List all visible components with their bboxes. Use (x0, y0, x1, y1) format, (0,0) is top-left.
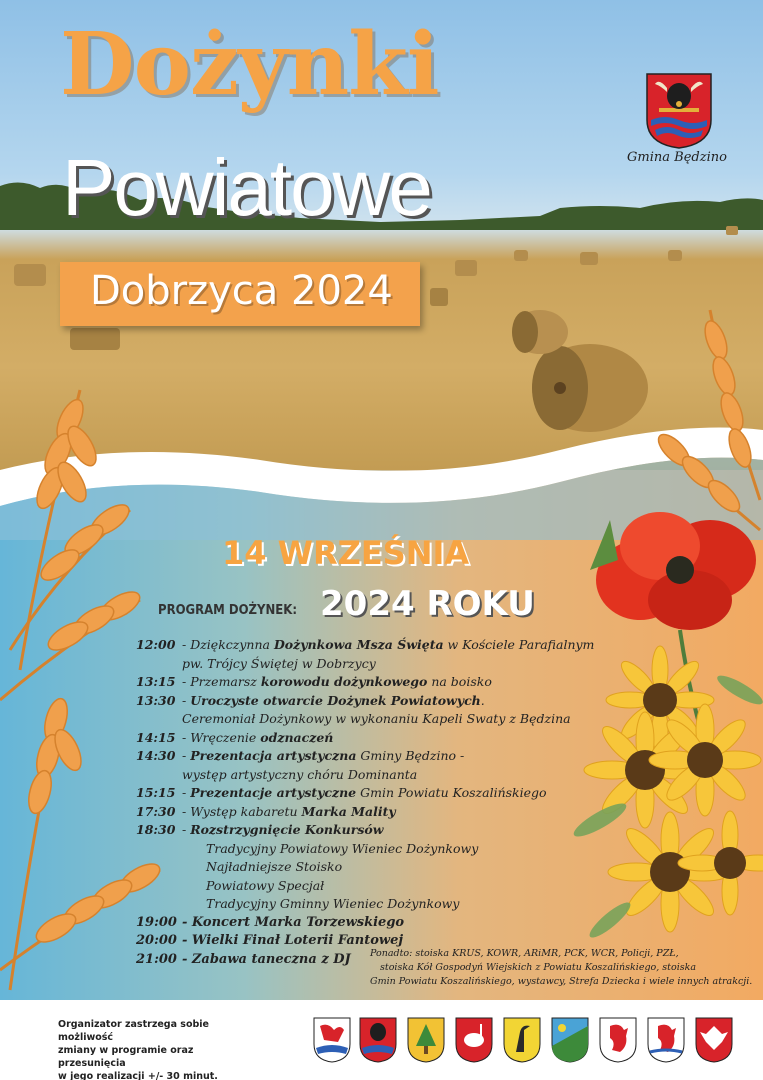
municipality-crests (312, 1016, 742, 1068)
contest-item: Tradycyjny Gminny Wieniec Dożynkowy (206, 896, 460, 911)
date-line-2: 2024 ROKU (320, 584, 535, 624)
contest-item: Tradycyjny Powiatowy Wieniec Dożynkowy (206, 840, 479, 856)
schedule-time: 13:15 (136, 674, 176, 689)
schedule-row (136, 711, 606, 730)
subtitle: Dobrzyca 2024 (90, 268, 393, 314)
schedule-row (136, 656, 606, 675)
schedule-row (136, 637, 606, 656)
schedule-description: - Prezentacje artystyczne Gmin Powiatu Koszalińskiego (182, 785, 547, 800)
schedule-description: - Uroczyste otwarcie Dożynek Powiatowych. (182, 692, 485, 708)
schedule-description: - Rozstrzygnięcie Konkursów (182, 822, 384, 837)
schedule-row (136, 748, 606, 767)
schedule-description: - Wręczenie odznaczeń (182, 729, 334, 745)
contest-item: Powiatowy Specjał (206, 877, 325, 893)
schedule-description: Ceremoniał Dożynkowy w wykonaniu Kapeli Swaty z Będzina (182, 711, 571, 726)
schedule-row (136, 767, 606, 786)
schedule-description: - Wielki Finał Loterii Fantowej (182, 933, 404, 948)
schedule-row (136, 822, 606, 841)
organizer-disclaimer: Organizator zastrzega sobie możliwość zmiany w programie oraz przesunięcia w jego realizacji +/- 30 minut. (58, 1019, 218, 1080)
schedule-time: 21:00 (136, 951, 177, 967)
schedule-row (136, 804, 606, 823)
koszalin-county-crest-icon (312, 1016, 352, 1064)
schedule-time: 14:30 (136, 748, 176, 763)
schedule-time: 14:15 (136, 729, 176, 745)
additional-attractions-note: Ponadto: stoiska KRUS, KOWR, ARiMR, PCK, WCR, Policji, PZŁ, stoiska Kół Gospodyń Wiejskich z Powiatu Koszalińskiego, stoiska Gmin Powiatu Koszalińskiego, wystawcy, Strefa Dziecka i wiele innych atrakcji. (370, 948, 753, 987)
bedzino-crest-icon (358, 1016, 398, 1064)
griffin-blue-crest-icon (646, 1016, 686, 1064)
coast-crest-icon (550, 1016, 590, 1064)
title-line-1: Dożynki (60, 14, 439, 115)
schedule-time: 13:30 (136, 692, 176, 708)
heron-crest-icon (502, 1016, 542, 1064)
tree-crest-icon (406, 1016, 446, 1064)
schedule-row (136, 915, 606, 934)
schedule-row (136, 730, 606, 749)
program-schedule (136, 637, 606, 970)
schedule-time: 12:00 (136, 637, 176, 652)
schedule-time: 19:00 (136, 914, 177, 930)
title-line-2: Powiatowe (62, 143, 431, 232)
schedule-row (136, 674, 606, 693)
program-label: PROGRAM DOŻYNEK: (158, 603, 298, 618)
schedule-time: 20:00 (136, 933, 177, 948)
schedule-time: 17:30 (136, 803, 176, 819)
date-line-1: 14 WRZEŚNIA (222, 534, 470, 572)
schedule-description: pw. Trójcy Świętej w Dobrzycy (182, 655, 376, 671)
schedule-description: - Dziękczynna Dożynkowa Msza Święta w Kościele Parafialnym (182, 637, 595, 652)
schedule-description: - Zabawa taneczna z DJ (182, 951, 351, 967)
schedule-description: - Występ kabaretu Marka Mality (182, 803, 396, 819)
schedule-description: - Przemarsz korowodu dożynkowego na boisko (182, 674, 492, 689)
contest-item: Najładniejsze Stoisko (206, 859, 343, 874)
schedule-row (136, 693, 606, 712)
schedule-time: 18:30 (136, 822, 176, 837)
schedule-time: 15:15 (136, 785, 176, 800)
organizer-name: Gmina Będzino (627, 150, 727, 165)
sunflower-4 (608, 812, 732, 932)
schedule-row (136, 785, 606, 804)
lamb-crest-icon (454, 1016, 494, 1064)
eagle-crest-icon (694, 1016, 734, 1064)
schedule-description: występ artystyczny chóru Dominanta (182, 766, 418, 782)
bull-head-crest-icon (645, 72, 713, 150)
griffin-red-crest-icon (598, 1016, 638, 1064)
schedule-description: - Koncert Marka Torzewskiego (182, 914, 405, 930)
schedule-description: - Prezentacja artystyczna Gminy Będzino - (182, 748, 465, 763)
